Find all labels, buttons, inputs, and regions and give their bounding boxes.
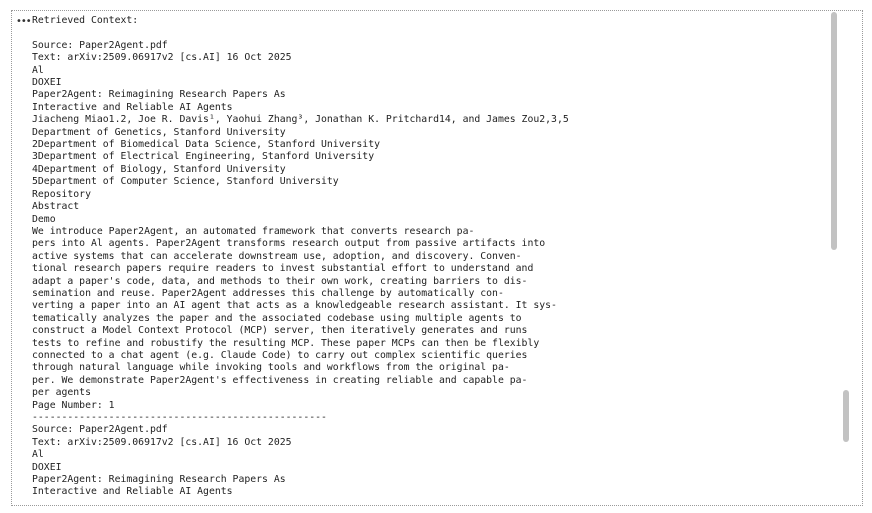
- output-scrollbar-thumb[interactable]: [831, 12, 837, 250]
- output-scroll-area[interactable]: [32, 15, 824, 505]
- retrieved-context-text: Retrieved Context: Source: Paper2Agent.pdf Text: arXiv:2509.06917v2 [cs.AI] 16 Oct 2025 Al DOXEI Paper2Agent: Reimagining Research Papers As Interactive and Reliable AI Agents Jiacheng Miao1.2, Joe R. Davis¹, Yaohui Zhang³, Jonathan K. Pritchard14, and James Zou2,3,5 Department of Genetics, Stanford University 2Department of Biomedical Data Science, Stanford University 3Department of Electrical Engineering, Stanford University 4Department of Biology, Stanford University 5Department of Computer Science, Stanford University Repository Abstract Demo We introduce Paper2Agent, an automated framework that converts research pa- pers into Al agents. Paper2Agent transforms research output from passive artifacts into active systems that can accelerate downstream use, adoption, and discovery. Conven- tional research papers require readers to invest substantial effort to understand and adapt a paper's code, data, and methods to their own work, creating barriers to dis- semination and reuse. Paper2Agent addresses this challenge by automatically con- verting a paper into an AI agent that acts as a knowledgeable research assistant. It sys- tematically analyzes the paper and the associated codebase using multiple agents to construct a Model Context Protocol (MCP) server, then iteratively generates and runs tests to refine and robustify the resulting MCP. These paper MCPs can then be flexibly connected to a chat agent (e.g. Claude Code) to carry out complex scientific queries through natural language while invoking tools and workflows from the original pa- per. We demonstrate Paper2Agent's effectiveness in creating reliable and capable pa- per agents Page Number: 1 -------------------------------------------------- Source: Paper2Agent.pdf Text: arXiv:2509.06917v2 [cs.AI] 16 Oct 2025 Al DOXEI Paper2Agent: Reimagining Research Papers As Interactive and Reliable AI Agents: [32, 15, 569, 498]
- page-scrollbar[interactable]: [842, 12, 850, 502]
- page-scrollbar-thumb[interactable]: [843, 390, 849, 442]
- output-scrollbar[interactable]: [830, 12, 838, 502]
- output-collapse-ellipsis-icon[interactable]: •••: [16, 16, 31, 27]
